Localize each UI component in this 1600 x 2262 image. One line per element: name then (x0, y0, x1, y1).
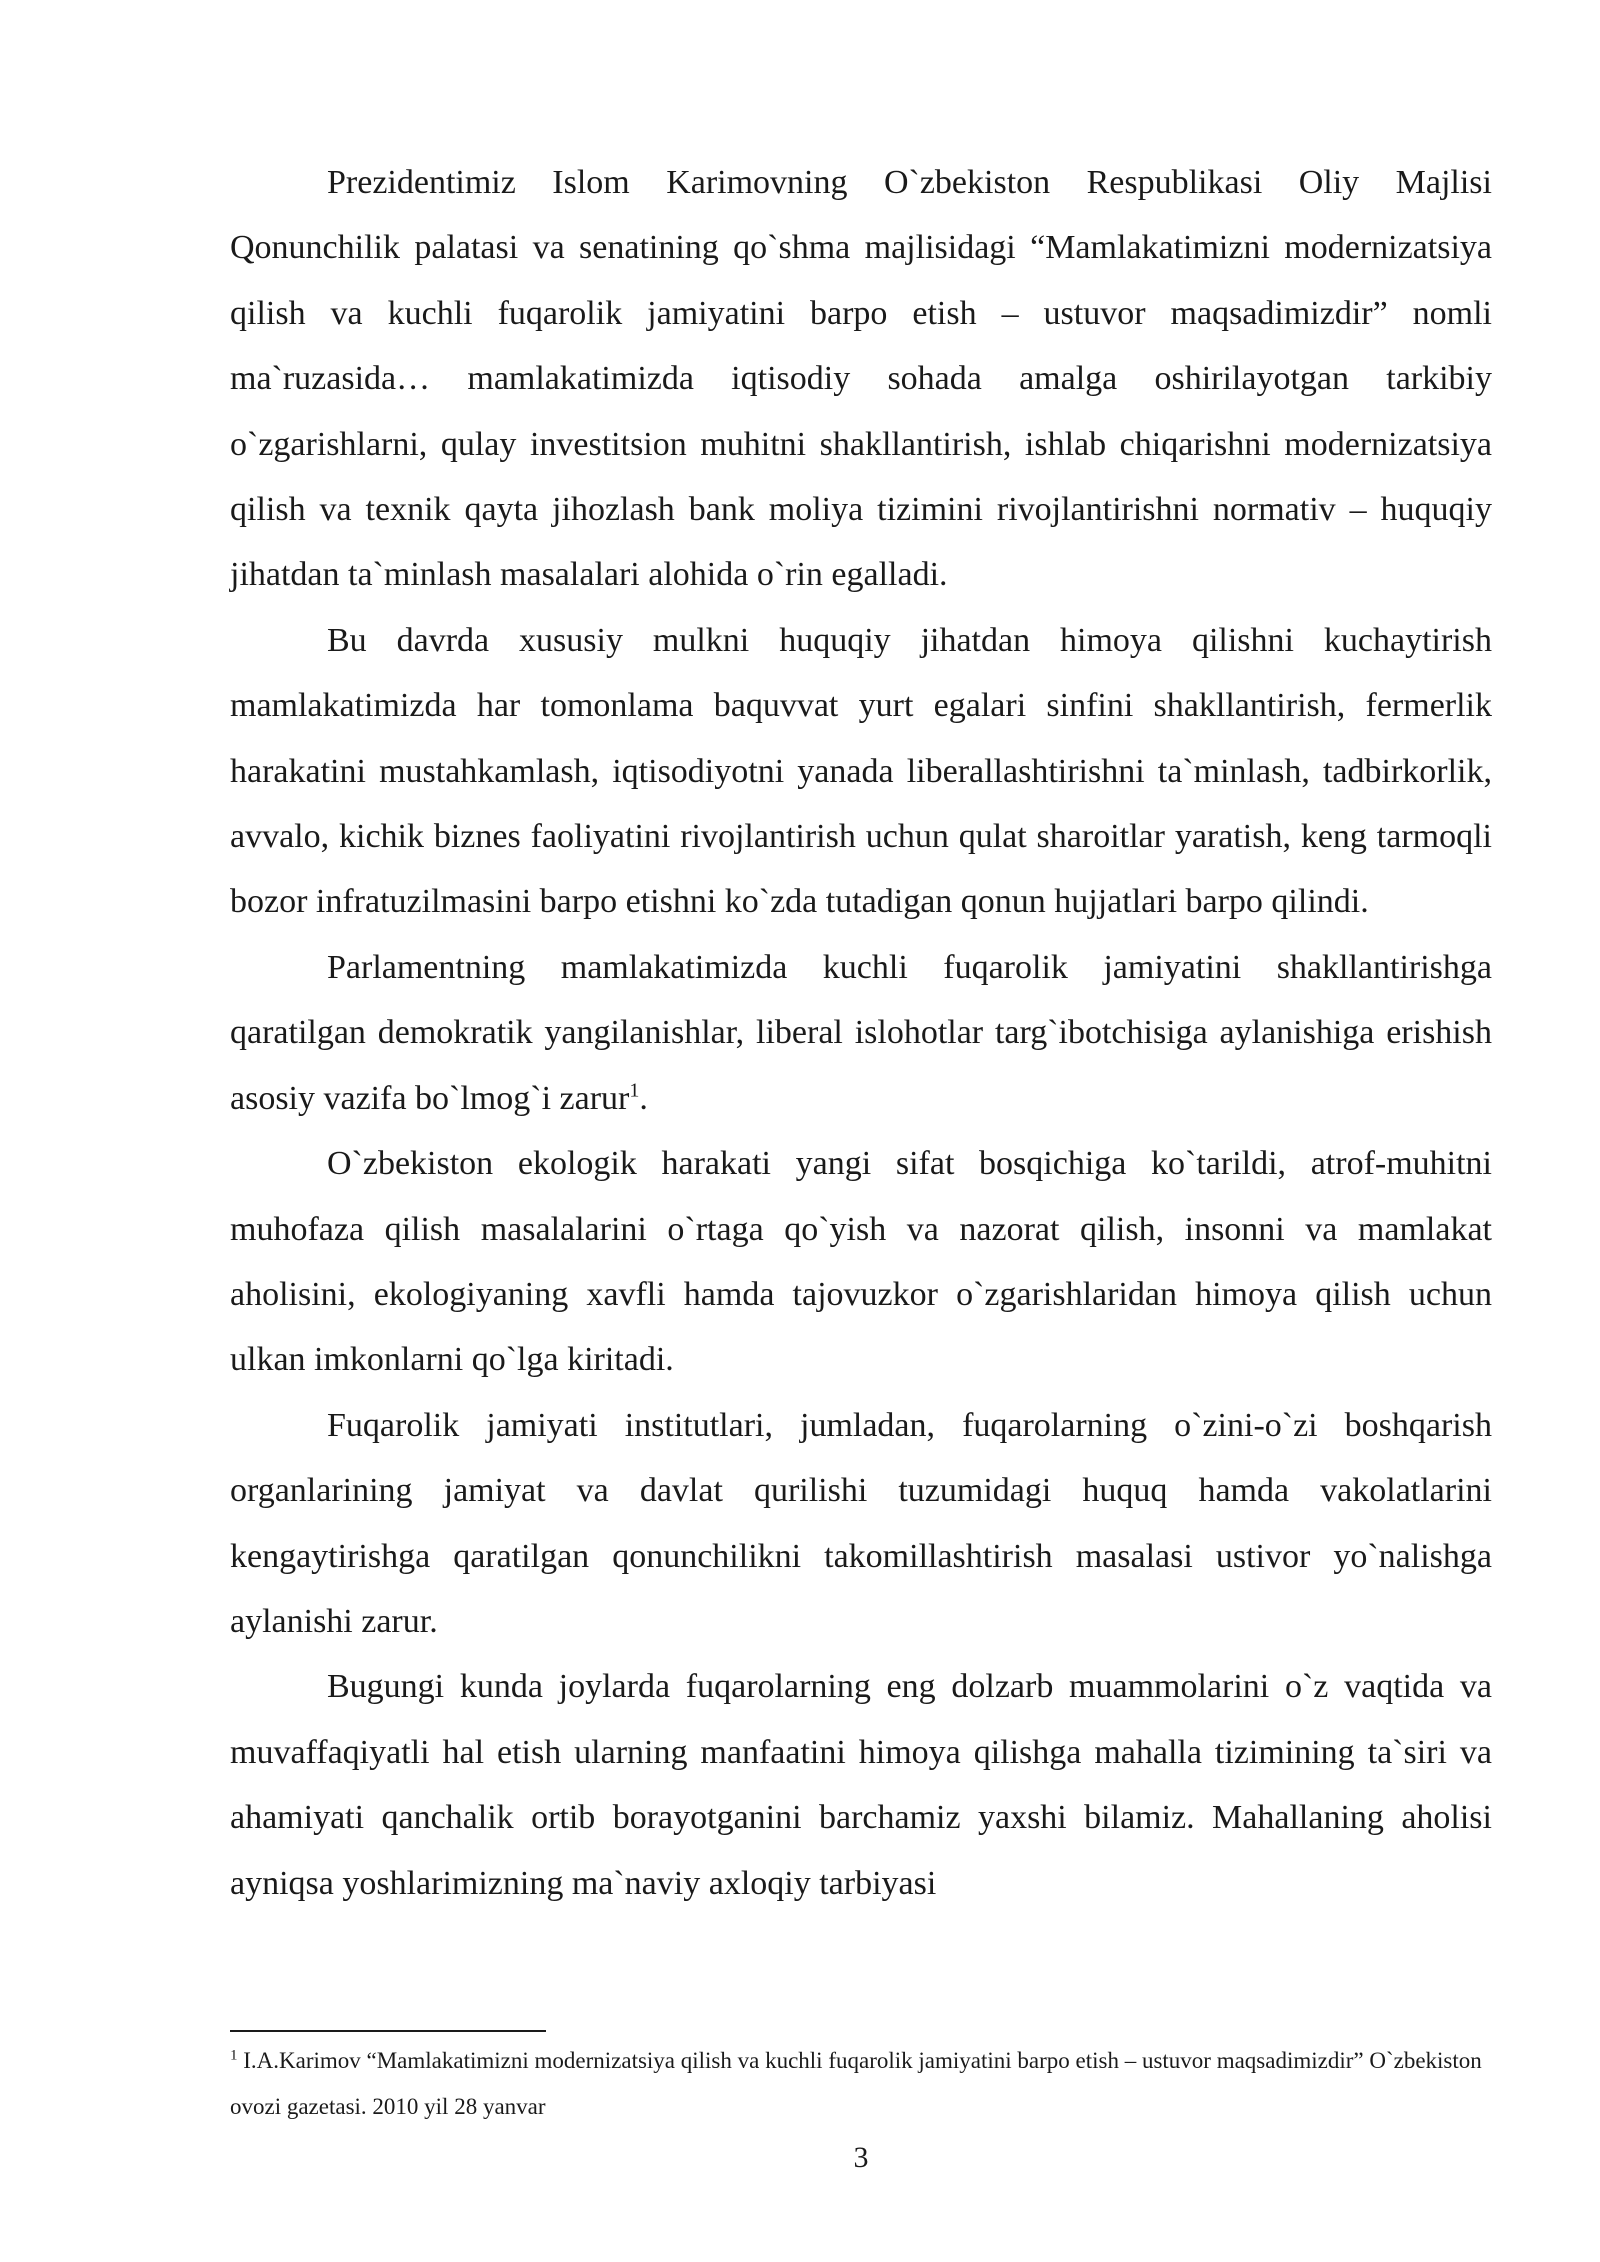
paragraph-3-tail: . (639, 1079, 648, 1117)
footnote (230, 2038, 1492, 2130)
paragraph-6 (230, 1654, 1492, 1916)
paragraph-2-text: Bu davrda xususiy mulkni huquqiy jihatdan himoya qilishni kuchaytirish mamlakatimizda har tomonlama baquvvat yurt egalari sinfini shakllantirish, fermerlik harakatini mustahkamlash, iqtisodiyotni yanada liberallashtirishni ta`minlash, tadbirkorlik, avvalo, kichik biznes faoliyatini rivojlantirish uchun qulat sharoitlar yaratish, keng tarmoqli bozor infratuzilmasini barpo etishni ko`zda tutadigan qonun hujjatlari barpo qilindi. (230, 621, 1492, 921)
page-number: 3 (853, 2141, 869, 2174)
paragraph-3-text: Parlamentning mamlakatimizda kuchli fuqarolik jamiyatini shakllantirishga qaratilgan demokratik yangilanishlar, liberal islohotlar targ`ibotchisiga aylanishiga erishish asosiy vazifa bo`lmog`i zarur (230, 948, 1492, 1117)
document-body (230, 150, 1492, 1916)
footnote-number: 1 (230, 2047, 238, 2064)
paragraph-4 (230, 1131, 1492, 1393)
paragraph-4-text: O`zbekiston ekologik harakati yangi sifat bosqichiga ko`tarildi, atrof-muhitni muhofaza qilish masalalarini o`rtaga qo`yish va nazorat qilish, insonni va mamlakat aholisini, ekologiyaning xavfli hamda tajovuzkor o`zgarishlaridan himoya qilish uchun ulkan imkonlarni qo`lga kiritadi. (230, 1145, 1492, 1379)
footnote-reference[interactable]: 1 (629, 1079, 640, 1102)
paragraph-5-text: Fuqarolik jamiyati institutlari, jumladan, fuqarolarning o`zini-o`zi boshqarish organlarining jamiyat va davlat qurilishi tuzumidagi huquq hamda vakolatlarini kengaytirishga qaratilgan qonunchilikni takomillashtirish masalasi ustivor yo`nalishga aylanishi zarur. (230, 1406, 1492, 1640)
paragraph-6-text: Bugungi kunda joylarda fuqarolarning eng dolzarb muammolarini o`z vaqtida va muvaffaqiyatli hal etish ularning manfaatini himoya qilishga mahalla tizimining ta`siri va ahamiyati qanchalik ortib borayotganini barchamiz yaxshi bilamiz. Mahallaning aholisi ayniqsa yoshlarimizning ma`naviy axloqiy tarbiyasi (230, 1668, 1492, 1902)
paragraph-1 (230, 150, 1492, 608)
paragraph-2 (230, 608, 1492, 935)
paragraph-1-text: Prezidentimiz Islom Karimovning O`zbekiston Respublikasi Oliy Majlisi Qonunchilik palatasi va senatining qo`shma majlisidagi “Mamlakatimizni modernizatsiya qilish va kuchli fuqarolik jamiyatini barpo etish – ustuvor maqsadimizdir” nomli ma`ruzasida… mamlakatimizda iqtisodiy sohada amalga oshirilayotgan tarkibiy o`zgarishlarni, qulay investitsion muhitni shakllantirish, ishlab chiqarishni modernizatsiya qilish va texnik qayta jihozlash bank moliya tizimini rivojlantirishni normativ – huquqiy jihatdan ta`minlash masalalari alohida o`rin egalladi. (230, 164, 1492, 594)
paragraph-5 (230, 1393, 1492, 1655)
footnote-separator (230, 2030, 546, 2032)
paragraph-3 (230, 935, 1492, 1131)
footnote-text: I.A.Karimov “Mamlakatimizni modernizatsiya qilish va kuchli fuqarolik jamiyatini barpo etish – ustuvor maqsadimizdir” O`zbekiston ovozi gazetasi. 2010 yil 28 yanvar (230, 2048, 1482, 2119)
